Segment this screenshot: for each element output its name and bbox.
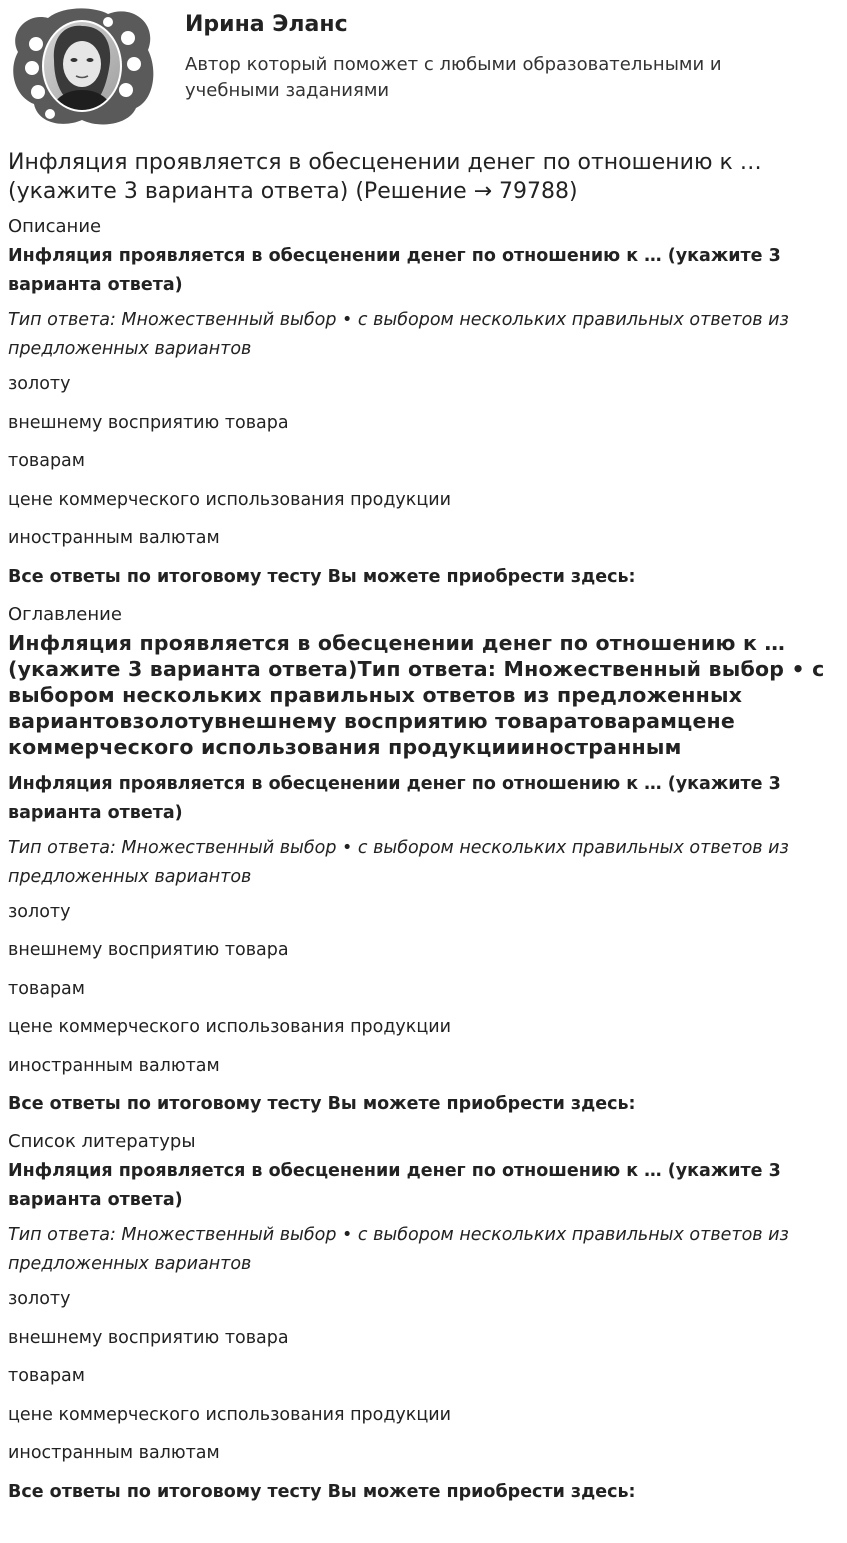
options-list	[8, 370, 847, 553]
buy-answers-text: Все ответы по итоговому тесту Вы можете приобрести здесь:	[8, 566, 636, 587]
author-description: Автор который поможет с любыми образовательными и учебными заданиями	[185, 54, 722, 101]
question-text: Инфляция проявляется в обесценении денег по отношению к … (укажите 3 варианта ответа)	[8, 246, 781, 295]
answer-type-text: Тип ответа: Множественный выбор • с выбором нескольких правильных ответов из предложенных вариантов	[8, 837, 789, 887]
author-avatar[interactable]	[8, 4, 156, 128]
option-item: цене коммерческого использования продукции	[8, 1404, 452, 1425]
question-text: Инфляция проявляется в обесценении денег по отношению к … (укажите 3 варианта ответа)	[8, 1161, 781, 1210]
option-item: внешнему восприятию товара	[8, 412, 289, 433]
options-list	[8, 898, 847, 1081]
film-reel-avatar-icon	[8, 4, 156, 128]
option-item: иностранным валютам	[8, 1443, 220, 1463]
author-name[interactable]: Ирина Эланс	[185, 12, 348, 37]
answer-type-text: Тип ответа: Множественный выбор • с выбором нескольких правильных ответов из предложенных вариантов	[8, 1225, 789, 1274]
option-item: цене коммерческого использования продукции	[8, 489, 452, 510]
toc-heading: Инфляция проявляется в обесценении денег по отношению к … (укажите 3 варианта ответа)Тип ответа: Множественный выбор • с выбором нескольких правильных ответов из предложенных вариантовзолотувнешнему восприятию товаратоварамцене коммерческого использования продукциииностранным	[8, 630, 825, 759]
option-item: товарам	[8, 451, 85, 471]
buy-answers-text: Все ответы по итоговому тесту Вы можете приобрести здесь:	[8, 1481, 636, 1502]
section-label-toc: Оглавление	[8, 603, 122, 625]
option-item: золоту	[8, 901, 71, 922]
answer-type-text: Тип ответа: Множественный выбор • с выбором нескольких правильных ответов из предложенных вариантов	[8, 310, 789, 359]
section-label-literature: Список литературы	[8, 1131, 196, 1152]
section-label-description: Описание	[8, 216, 102, 237]
option-item: внешнему восприятию товара	[8, 1327, 289, 1348]
toc-section	[8, 604, 847, 1120]
option-item: золоту	[8, 1289, 71, 1309]
buy-answers-text: Все ответы по итоговому тесту Вы можете приобрести здесь:	[8, 1094, 636, 1114]
option-item: золоту	[8, 374, 71, 394]
literature-section	[8, 1131, 847, 1507]
author-card	[8, 0, 847, 140]
description-section	[8, 216, 847, 592]
option-item: внешнему восприятию товара	[8, 940, 289, 960]
option-item: товарам	[8, 1366, 85, 1386]
option-item: товарам	[8, 978, 85, 999]
options-list	[8, 1285, 847, 1468]
option-item: иностранным валютам	[8, 528, 220, 548]
question-text: Инфляция проявляется в обесценении денег по отношению к … (укажите 3 варианта ответа)	[8, 773, 781, 823]
option-item: иностранным валютам	[8, 1055, 220, 1076]
page-title: Инфляция проявляется в обесценении денег по отношению к … (укажите 3 варианта ответа) (Решение → 79788)	[8, 150, 762, 204]
option-item: цене коммерческого использования продукции	[8, 1017, 452, 1037]
